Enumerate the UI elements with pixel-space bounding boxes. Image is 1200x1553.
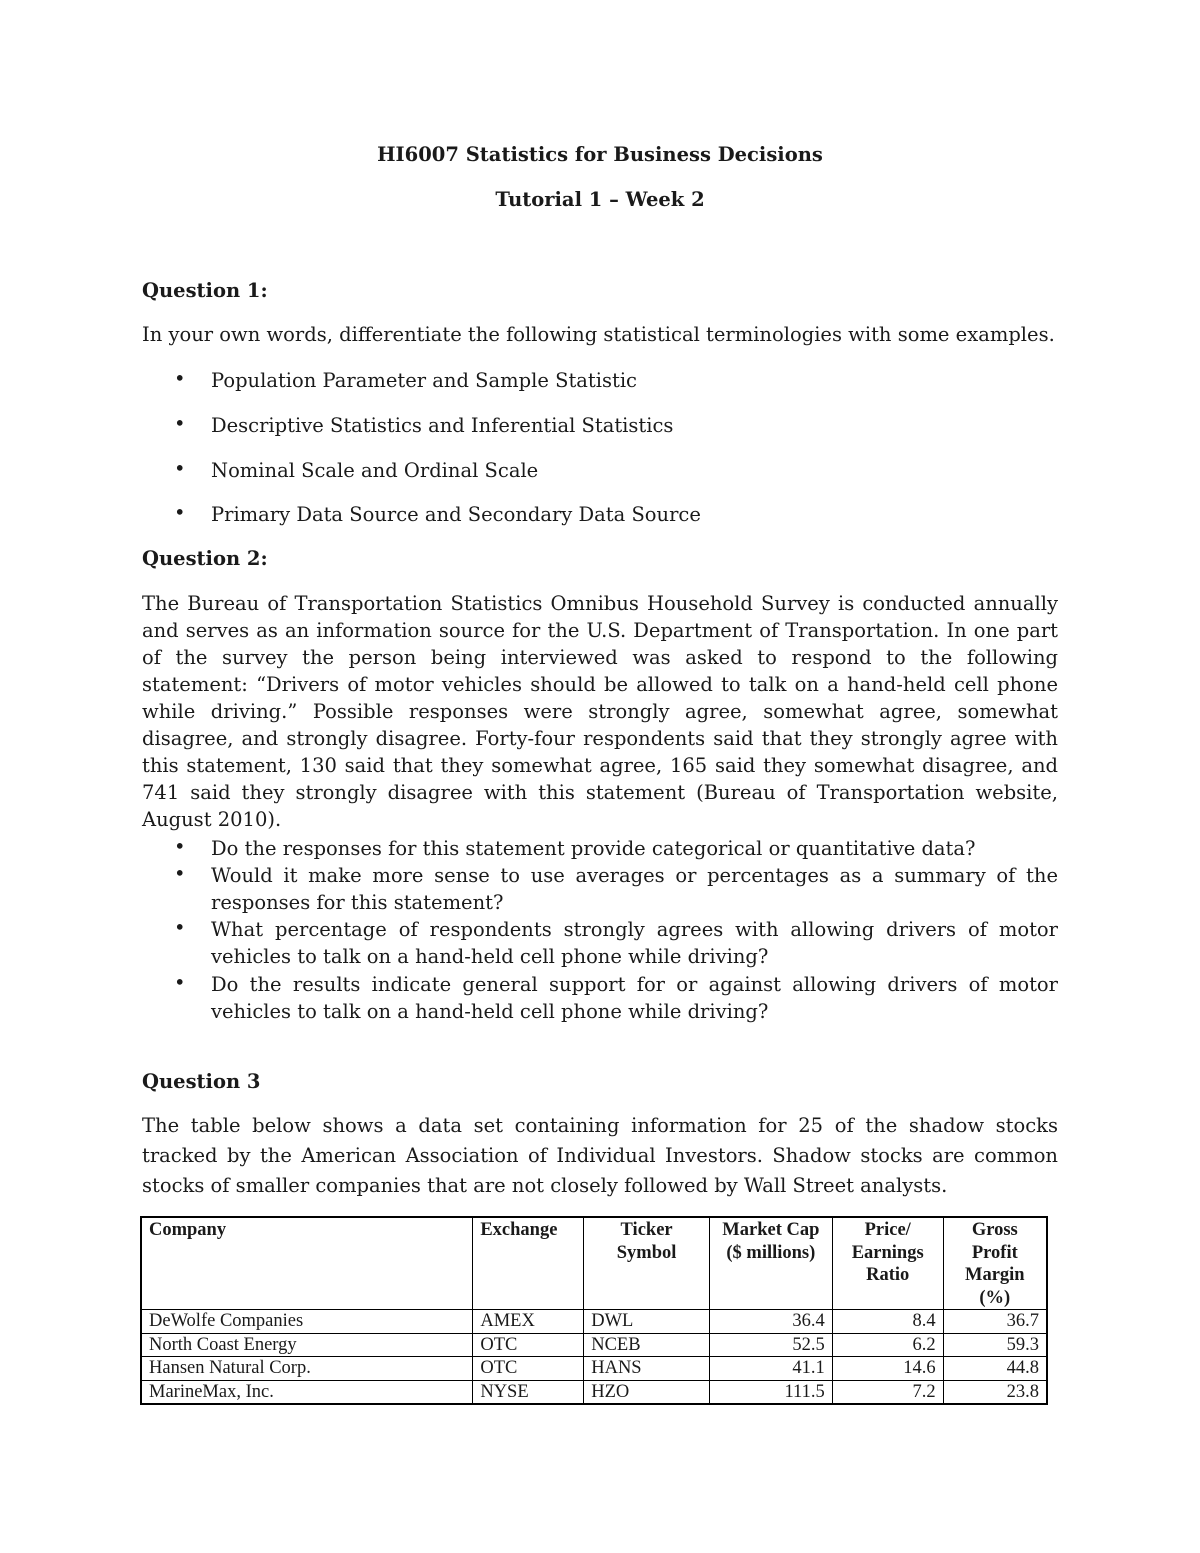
bullet-icon: • [174,835,186,858]
cell-exchange: OTC [473,1333,584,1357]
list-item: • Nominal Scale and Ordinal Scale [174,457,539,482]
cell-pe-ratio: 6.2 [832,1333,943,1357]
cell-ticker: HANS [584,1357,710,1381]
cell-gross-margin: 36.7 [943,1310,1047,1334]
cell-company: North Coast Energy [141,1333,473,1357]
course-title: HI6007 Statistics for Business Decisions [377,143,823,166]
column-header: Price/ Earnings Ratio [832,1217,943,1310]
cell-gross-margin: 23.8 [943,1380,1047,1404]
question-1-heading: Question 1: [142,279,268,302]
cell-market-cap: 111.5 [709,1380,832,1404]
cell-market-cap: 52.5 [709,1333,832,1357]
cell-company: MarineMax, Inc. [141,1380,473,1404]
bullet-icon: • [174,412,186,435]
list-item: • Descriptive Statistics and Inferential Statistics [174,412,674,437]
question-1-prompt: In your own words, differentiate the following statistical terminologies with some examples. [142,323,1055,346]
cell-ticker: DWL [584,1310,710,1334]
cell-exchange: AMEX [473,1310,584,1334]
question-2-paragraph: The Bureau of Transportation Statistics Omnibus Household Survey is conducted annually and serves as an information source for the U.S. Department of Transportation. In one part of the survey the person being interviewed was asked to respond to the following statement: “Drivers of motor vehicles should be allowed to talk on a hand-held cell phone while driving.” Possible responses were strongly agree, somewhat agree, somewhat disagree, and strongly disagree. Forty-four respondents said that they strongly agree with this statement, 130 said that they somewhat agree, 165 said they somewhat disagree, and 741 said they strongly disagree with this statement (Bureau of Transportation website, August 2010). [142,592,1058,831]
question-3-paragraph: The table below shows a data set containing information for 25 of the shadow stocks tracked by the American Association of Individual Investors. Shadow stocks are common stocks of smaller companies that are not closely followed by Wall Street analysts. [142,1114,1058,1197]
list-item: • What percentage of respondents strongly agrees with allowing drivers of motor vehicles to talk on a hand-held cell phone while driving? [174,916,1058,968]
cell-gross-margin: 44.8 [943,1357,1047,1381]
bullet-icon: • [174,501,186,524]
list-item: • Primary Data Source and Secondary Data Source [174,501,701,526]
table-header-row [141,1217,1047,1310]
cell-market-cap: 36.4 [709,1310,832,1334]
question-2-heading: Question 2: [142,547,268,570]
cell-market-cap: 41.1 [709,1357,832,1381]
cell-ticker: NCEB [584,1333,710,1357]
bullet-icon: • [174,916,186,939]
bullet-icon: • [174,367,186,390]
table-row [141,1380,1047,1404]
list-item: • Would it make more sense to use averages or percentages as a summary of the responses for this statement? [174,862,1058,914]
tutorial-title: Tutorial 1 – Week 2 [495,188,705,211]
list-item: • Population Parameter and Sample Statistic [174,367,637,392]
cell-ticker: HZO [584,1380,710,1404]
table-row [141,1357,1047,1381]
bullet-icon: • [174,457,186,480]
cell-gross-margin: 59.3 [943,1333,1047,1357]
bullet-icon: • [174,971,186,994]
question-3-heading: Question 3 [142,1070,261,1093]
shadow-stocks-table [140,1216,1048,1405]
column-header: Gross Profit Margin (%) [943,1217,1047,1310]
cell-company: Hansen Natural Corp. [141,1357,473,1381]
table-row [141,1333,1047,1357]
cell-pe-ratio: 8.4 [832,1310,943,1334]
column-header: Company [141,1217,473,1310]
list-item: • Do the results indicate general support for or against allowing drivers of motor vehicles to talk on a hand-held cell phone while driving? [174,971,1058,1023]
cell-company: DeWolfe Companies [141,1310,473,1334]
column-header: Ticker Symbol [584,1217,710,1310]
column-header: Market Cap ($ millions) [709,1217,832,1310]
bullet-icon: • [174,862,186,885]
table-row [141,1310,1047,1334]
cell-exchange: OTC [473,1357,584,1381]
cell-pe-ratio: 14.6 [832,1357,943,1381]
column-header: Exchange [473,1217,584,1310]
cell-pe-ratio: 7.2 [832,1380,943,1404]
cell-exchange: NYSE [473,1380,584,1404]
list-item: • Do the responses for this statement provide categorical or quantitative data? [174,835,976,860]
